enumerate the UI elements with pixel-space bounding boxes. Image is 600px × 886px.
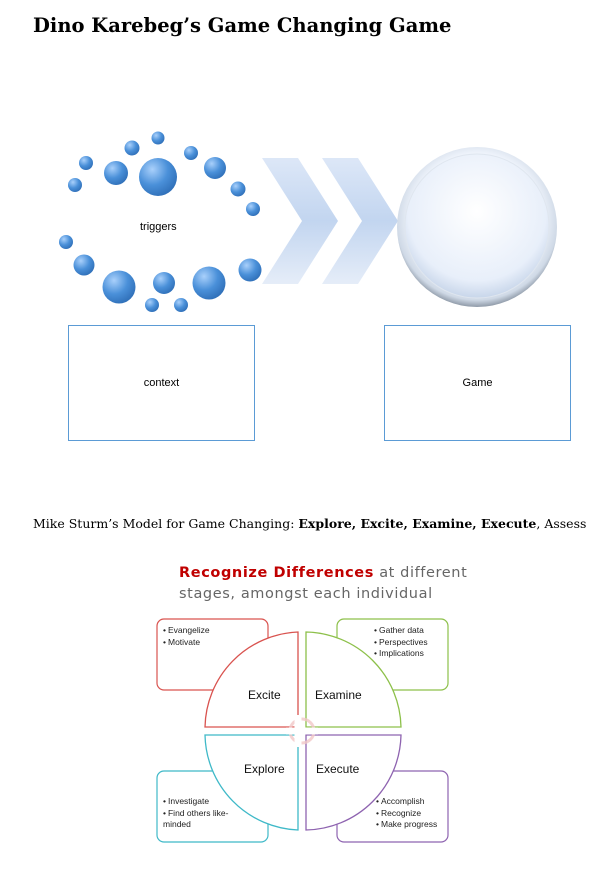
- list-item: • Find others like-minded: [163, 808, 243, 831]
- bubble: [152, 132, 165, 145]
- heading-highlight: Recognize Differences: [179, 565, 374, 581]
- bubble: [153, 272, 175, 294]
- bubble: [74, 255, 95, 276]
- stage-execute: Execute: [316, 762, 360, 776]
- excite-bullets: [163, 625, 210, 648]
- list-item: • Accomplish: [376, 796, 437, 808]
- heading-line2: stages, amongst each individual: [179, 586, 433, 602]
- bubble: [59, 235, 73, 249]
- bubble: [184, 146, 198, 160]
- chevron-1: [262, 158, 338, 284]
- game-orb: [397, 147, 557, 307]
- list-item: • Make progress: [376, 819, 437, 831]
- stage-examine: Examine: [315, 688, 362, 702]
- bubble: [145, 298, 159, 312]
- list-item: • Recognize: [376, 808, 437, 820]
- stage-excite: Excite: [248, 688, 281, 702]
- execute-bullets: [376, 796, 437, 831]
- bubble: [68, 178, 82, 192]
- triggers-label: triggers: [140, 221, 177, 233]
- list-item: • Motivate: [163, 637, 210, 649]
- list-item: • Investigate: [163, 796, 243, 808]
- model-description: [33, 516, 586, 531]
- bubble: [193, 267, 226, 300]
- context-label: context: [143, 377, 180, 389]
- explore-bullets: [163, 796, 243, 831]
- game-label: Game: [462, 377, 493, 389]
- bubble: [239, 259, 262, 282]
- bubble: [174, 298, 188, 312]
- list-item: • Perspectives: [374, 637, 428, 649]
- bubble: [231, 182, 246, 197]
- page-title: Dino Karebeg’s Game Changing Game: [33, 14, 452, 37]
- context-box: [68, 325, 255, 441]
- bubble: [204, 157, 226, 179]
- list-item: • Evangelize: [163, 625, 210, 637]
- game-box: [384, 325, 571, 441]
- bubble: [125, 141, 140, 156]
- bubble: [79, 156, 93, 170]
- examine-bullets: [374, 625, 428, 660]
- model-prefix: Mike Sturm’s Model for Game Changing:: [33, 516, 299, 531]
- model-stages: Explore, Excite, Examine, Execute: [298, 516, 537, 531]
- list-item: • Implications: [374, 648, 428, 660]
- bubble: [139, 158, 177, 196]
- bubble: [104, 161, 128, 185]
- heading-line1-rest: at different: [373, 565, 468, 581]
- model-suffix: , Assess: [536, 516, 587, 531]
- chevron-arrows: [262, 158, 398, 284]
- stage-explore: Explore: [244, 762, 285, 776]
- bubble: [103, 271, 136, 304]
- differences-heading: [179, 563, 467, 605]
- list-item: • Gather data: [374, 625, 428, 637]
- bubble: [246, 202, 260, 216]
